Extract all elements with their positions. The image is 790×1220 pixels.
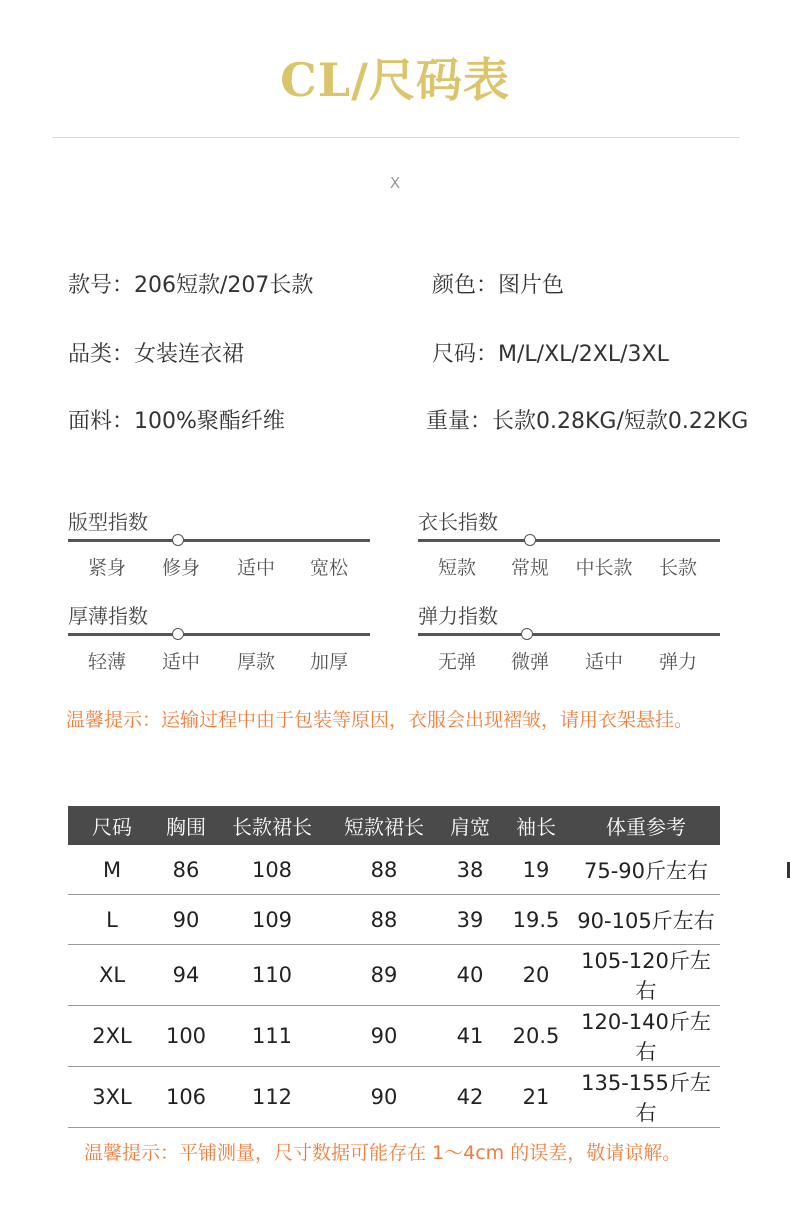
cell: 40 [440,945,500,1006]
cell: 21 [500,1067,572,1128]
header-bust: 胸围 [156,806,216,845]
cell: 2XL [68,1006,156,1067]
style-number: 款号：206短款/207长款 [68,273,314,298]
fit-index-track [68,539,370,542]
divider [52,137,740,138]
cell: 38 [440,845,500,895]
cell: 19.5 [500,895,572,945]
table-row [68,945,720,1006]
cell: 3XL [68,1067,156,1128]
thickness-option: 轻薄 [87,651,126,673]
cell: 90 [328,1006,440,1067]
thickness-index-track [68,633,370,636]
length-option: 常规 [510,557,549,579]
length-option: 中长款 [575,557,633,579]
header-long-length: 长款裙长 [216,806,328,845]
elasticity-option: 适中 [584,651,623,673]
table-row [68,845,720,895]
shipping-tip: 温馨提示：运输过程中由于包装等原因，衣服会出现褶皱，请用衣架悬挂。 [66,709,694,731]
fit-option: 宽松 [309,557,348,579]
cell: 90-105斤左右 [572,895,720,945]
thickness-index-marker [172,628,184,640]
elasticity-index-marker [521,628,533,640]
cell: 110 [216,945,328,1006]
fit-option: 适中 [236,557,275,579]
cell: 90 [156,895,216,945]
color-info: 颜色：图片色 [432,273,565,298]
cell: 75-90斤左右 [572,845,720,895]
elasticity-index-title: 弹力指数 [418,604,498,628]
cell: 88 [328,895,440,945]
cell: 106 [156,1067,216,1128]
cell: XL [68,945,156,1006]
cell: 20.5 [500,1006,572,1067]
cell: 120-140斤左右 [572,1006,720,1067]
length-option: 长款 [658,557,697,579]
thickness-option: 适中 [161,651,200,673]
x-mark: X [389,174,401,192]
length-option: 短款 [437,557,476,579]
table-row [68,1006,720,1067]
page-title: CL/尺码表 [280,53,510,107]
cell: 86 [156,845,216,895]
fit-option: 紧身 [87,557,126,579]
cell: 88 [328,845,440,895]
table-header-row [68,806,720,845]
measurement-tip: 温馨提示：平铺测量，尺寸数据可能存在 1～4cm 的误差，敬请谅解。 [84,1142,682,1164]
header-sleeve: 袖长 [500,806,572,845]
sizes-info: 尺码：M/L/XL/2XL/3XL [432,342,669,367]
cell: 42 [440,1067,500,1128]
cell: 108 [216,845,328,895]
header-short-length: 短款裙长 [328,806,440,845]
cell: 112 [216,1067,328,1128]
weight-info: 重量：长款0.28KG/短款0.22KG [426,409,749,434]
header-size: 尺码 [68,806,156,845]
cell: 100 [156,1006,216,1067]
cell: 94 [156,945,216,1006]
elasticity-option: 无弹 [437,651,476,673]
length-index-marker [524,534,536,546]
cell: M [68,845,156,895]
cell: 90 [328,1067,440,1128]
elasticity-index-track [418,633,720,636]
header-shoulder: 肩宽 [440,806,500,845]
cell: 41 [440,1006,500,1067]
cell: 89 [328,945,440,1006]
header-weight: 体重参考 [572,806,720,845]
cell: 105-120斤左右 [572,945,720,1006]
fabric-info: 面料：100%聚酯纤维 [68,409,285,434]
size-table [68,806,720,1128]
table-row [68,895,720,945]
thickness-option: 加厚 [309,651,348,673]
cell: 19 [500,845,572,895]
category-info: 品类：女装连衣裙 [68,342,245,367]
elasticity-option: 弹力 [658,651,697,673]
cell: 109 [216,895,328,945]
cell: L [68,895,156,945]
elasticity-option: 微弹 [510,651,549,673]
cell: 111 [216,1006,328,1067]
cell: 135-155斤左右 [572,1067,720,1128]
fit-index-marker [172,534,184,546]
fit-option: 修身 [161,557,200,579]
thickness-index-title: 厚薄指数 [68,604,148,628]
cell: 39 [440,895,500,945]
length-index-track [418,539,720,542]
length-index-title: 衣长指数 [418,510,498,534]
thickness-option: 厚款 [236,651,275,673]
fit-index-title: 版型指数 [68,510,148,534]
table-row [68,1067,720,1128]
cell: 20 [500,945,572,1006]
